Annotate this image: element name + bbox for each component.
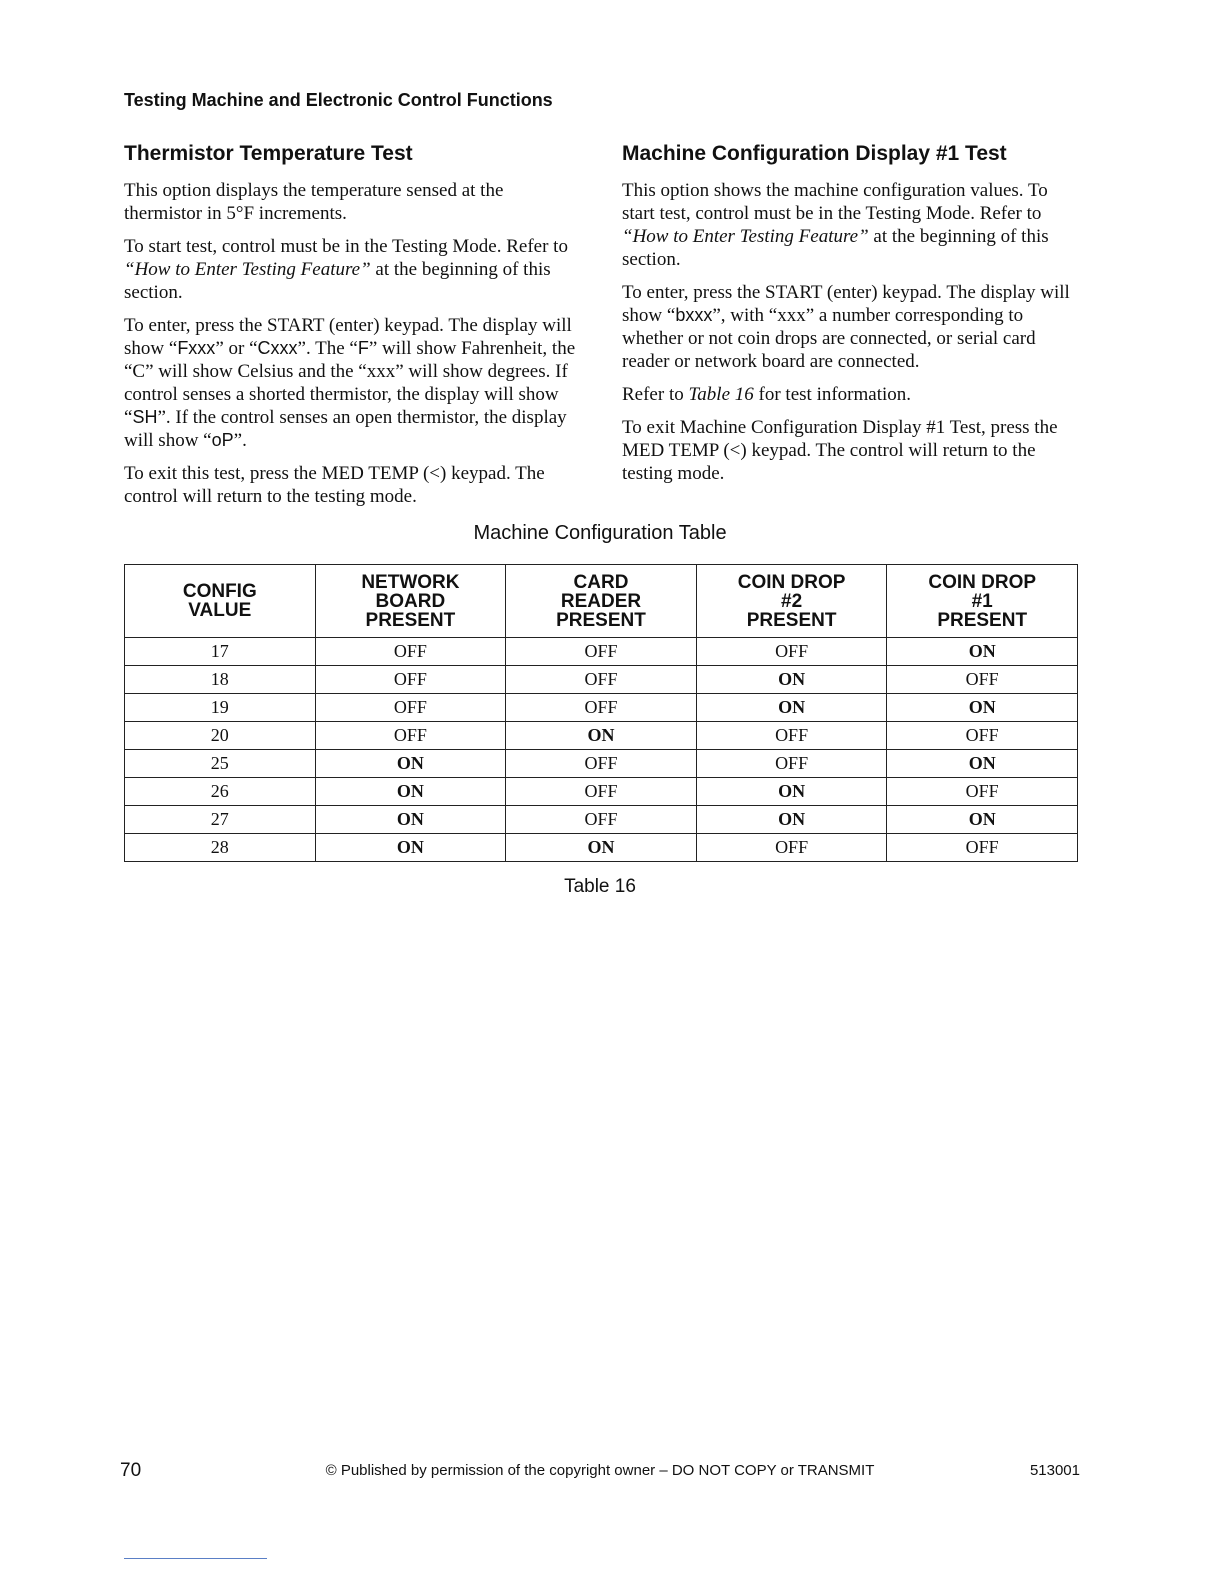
table-cell: OFF [315,722,506,750]
table-cell: 28 [125,834,316,862]
table-cell: ON [315,806,506,834]
table-cell: OFF [506,694,697,722]
header-network-board: NETWORK BOARD PRESENT [315,565,506,638]
table-cell: OFF [696,834,887,862]
table-cell: OFF [506,638,697,666]
table-body [125,638,1078,862]
table-row [125,666,1078,694]
table-cell: OFF [887,722,1078,750]
config-paragraph-2: To enter, press the START (enter) keypad. The display will show “bxxx”, with “xxx” a number corresponding to whether or not coin drops are connected, or serial card reader or network board are connected. [622,282,1070,372]
copyright-notice: © Published by permission of the copyright owner – DO NOT COPY or TRANSMIT [325,1462,875,1479]
config-display-title: Machine Configuration Display #1 Test [622,142,1007,165]
table-cell: 27 [125,806,316,834]
table-cell: OFF [506,666,697,694]
table-row [125,778,1078,806]
table-cell: 20 [125,722,316,750]
table-cell: OFF [506,778,697,806]
table-cell: ON [887,694,1078,722]
document-number: 513001 [1029,1462,1080,1479]
table-row [125,806,1078,834]
table-cell: ON [506,722,697,750]
table-cell: ON [696,666,887,694]
table-cell: ON [696,806,887,834]
table-cell: OFF [506,806,697,834]
table-cell: ON [696,778,887,806]
table-cell: OFF [506,750,697,778]
table-cell: 17 [125,638,316,666]
bottom-rule [124,1558,267,1559]
table-cell: ON [887,750,1078,778]
table-cell: 25 [125,750,316,778]
table-cell: ON [315,750,506,778]
config-paragraph-1: This option shows the machine configuration values. To start test, control must be in the Testing Mode. Refer to “How to Enter Testing Feature” at the beginning of this section. [622,180,1049,270]
table-caption: Machine Configuration Table [473,522,727,544]
table-cell: ON [696,694,887,722]
table-cell: OFF [696,722,887,750]
header-config-value: CONFIG VALUE [125,565,316,638]
table-cell: OFF [315,638,506,666]
header-coin-drop-2: COIN DROP #2 PRESENT [696,565,887,638]
table-number-label: Table 16 [564,876,636,897]
how-to-enter-reference: “How to Enter Testing Feature” [622,226,869,247]
table-cell: OFF [887,778,1078,806]
header-coin-drop-1: COIN DROP #1 PRESENT [887,565,1078,638]
thermistor-test-column [124,140,576,518]
table-cell: OFF [315,666,506,694]
table-cell: OFF [315,694,506,722]
table-header-row [125,565,1078,638]
table-cell: OFF [887,834,1078,862]
table-cell: 26 [125,778,316,806]
table-cell: ON [887,638,1078,666]
config-display-column [622,140,1074,495]
thermistor-paragraph-3: To enter, press the START (enter) keypad. The display will show “Fxxx” or “Cxxx”. The “F” will show Fahrenheit, the “C” will show Celsius and the “xxx” will show degrees. If control senses a shorted thermistor, the display will show “SH”. If the control senses an open thermistor, the display will show “oP”. [124,315,576,451]
table-cell: ON [315,834,506,862]
header-card-reader: CARD READER PRESENT [506,565,697,638]
table-16-reference: Table 16 [688,384,754,405]
thermistor-paragraph-1: This option displays the temperature sensed at the thermistor in 5°F increments. [124,180,504,224]
table-cell: OFF [887,666,1078,694]
config-paragraph-4: To exit Machine Configuration Display #1 Test, press the MED TEMP (<) keypad. The control will return to the testing mode. [622,417,1058,484]
table-cell: ON [315,778,506,806]
table-cell: OFF [696,638,887,666]
how-to-enter-reference: “How to Enter Testing Feature” [124,259,371,280]
thermistor-paragraph-2: To start test, control must be in the Testing Mode. Refer to “How to Enter Testing Feature” at the beginning of this section. [124,236,568,303]
table-cell: 18 [125,666,316,694]
config-paragraph-3: Refer to Table 16 for test information. [622,384,912,405]
table-row [125,834,1078,862]
machine-configuration-table [124,564,1078,862]
table-row [125,638,1078,666]
table-row [125,694,1078,722]
section-header: Testing Machine and Electronic Control Functions [124,90,553,110]
table-cell: OFF [696,750,887,778]
table-row [125,722,1078,750]
thermistor-paragraph-4: To exit this test, press the MED TEMP (<) keypad. The control will return to the testing mode. [124,463,545,507]
page-number: 70 [120,1460,142,1481]
table-cell: ON [506,834,697,862]
table-cell: ON [887,806,1078,834]
thermistor-test-title: Thermistor Temperature Test [124,142,413,165]
table-row [125,750,1078,778]
table-cell: 19 [125,694,316,722]
